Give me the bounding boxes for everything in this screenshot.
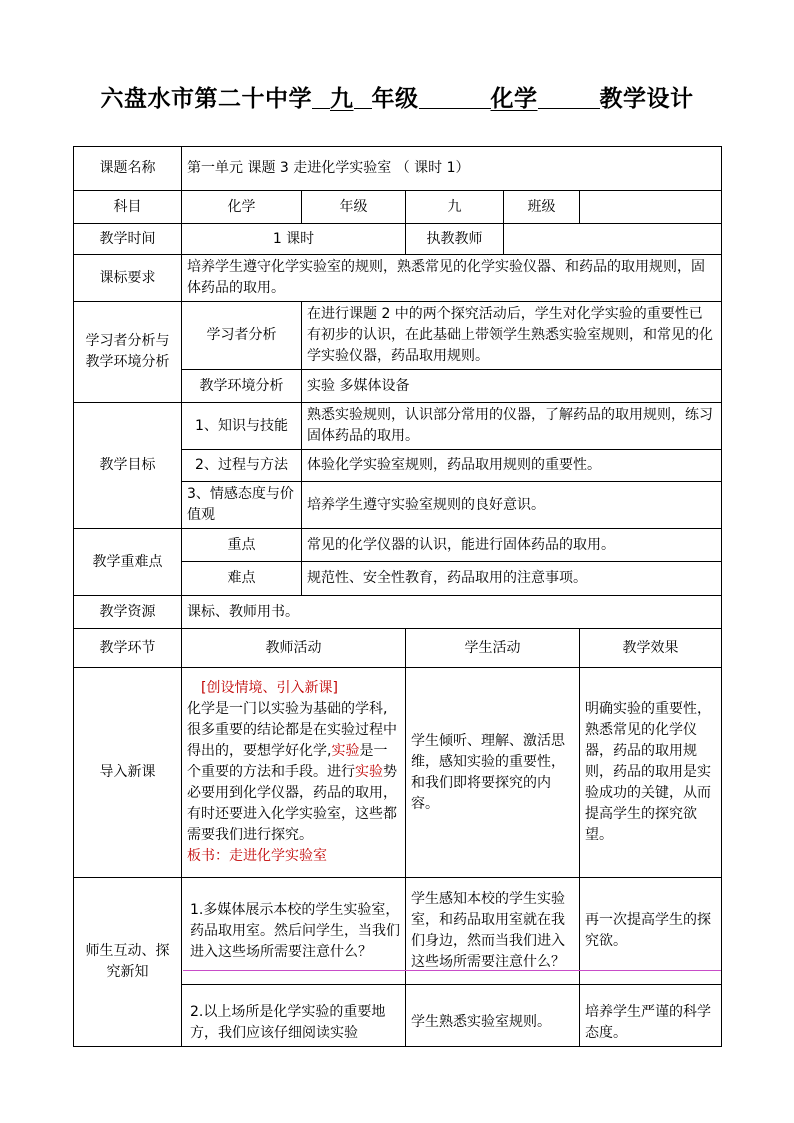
intro-teacher-head: [创设情境、引入新课] <box>201 680 338 696</box>
explore-stage: 师生互动、探究新知 <box>74 878 182 1047</box>
explore-teacher: 1.多媒体展示本校的学生实验室，药品取用室。然后问学生，当我们进入这些场所需要注意什么？ <box>182 878 406 985</box>
standard-row <box>74 255 722 302</box>
school-name: 六盘水市第二十中学 <box>100 86 312 112</box>
intro-teacher <box>182 668 406 878</box>
intro-teacher-highlight: 实验 <box>331 743 360 759</box>
goal-label: 3、情感态度与价值观 <box>182 482 302 529</box>
goals-label: 教学目标 <box>74 403 182 529</box>
teacher-value <box>504 224 722 255</box>
grade-value: 九 <box>406 191 504 224</box>
hard-label: 难点 <box>182 562 302 596</box>
intro-teacher-board: 板书：走进化学实验室 <box>187 848 327 864</box>
teacher-activity-header: 教师活动 <box>182 629 406 668</box>
intro-stage: 导入新课 <box>74 668 182 878</box>
teacher-label: 执教教师 <box>406 224 504 255</box>
resources-row <box>74 596 722 629</box>
blank-line <box>354 107 372 109</box>
blank-line <box>538 107 600 109</box>
goal-label: 1、知识与技能 <box>182 403 302 450</box>
grade-value: 九 <box>330 86 354 112</box>
env-value: 实验 多媒体设备 <box>302 370 722 403</box>
hard-value: 规范性、安全性教育，药品取用的注意事项。 <box>302 562 722 596</box>
standard-value: 培养学生遵守化学实验室的规则，熟悉常见的化学实验仪器、和药品的取用规则，固体药品的取用。 <box>182 255 722 302</box>
time-row <box>74 224 722 255</box>
pink-divider-line <box>183 970 721 971</box>
resources-label: 教学资源 <box>74 596 182 629</box>
learner-row <box>74 302 722 370</box>
subject-value: 化学 <box>490 86 538 112</box>
topic-row <box>74 147 722 191</box>
keypoints-label: 教学重难点 <box>74 529 182 596</box>
class-value <box>580 191 722 224</box>
subject-label: 科目 <box>74 191 182 224</box>
subject-row <box>74 191 722 224</box>
explore-teacher: 2.以上场所是化学实验的重要地方，我们应该仔细阅读实验 <box>182 985 406 1047</box>
blank-line <box>419 107 491 109</box>
goal-value: 熟悉实验规则，认识部分常用的仪器，了解药品的取用规则，练习固体药品的取用。 <box>302 403 722 450</box>
explore-student: 学生感知本校的学生实验室，和药品取用室就在我们身边，然而当我们进入这些场所需要注意什么？ <box>406 878 580 985</box>
goal-value: 培养学生遵守实验室规则的良好意识。 <box>302 482 722 529</box>
topic-label: 课题名称 <box>74 147 182 191</box>
intro-row <box>74 668 722 878</box>
resources-value: 课标、教师用书。 <box>182 596 722 629</box>
time-label: 教学时间 <box>74 224 182 255</box>
page-title <box>0 80 794 113</box>
stage-header: 教学环节 <box>74 629 182 668</box>
class-label: 班级 <box>504 191 580 224</box>
blank-line <box>312 107 330 109</box>
design-label: 教学设计 <box>599 86 694 112</box>
learner-label: 学习者分析 <box>182 302 302 370</box>
key-row <box>74 529 722 562</box>
lesson-plan-table <box>73 146 722 1047</box>
learner-value: 在进行课题 2 中的两个探究活动后，学生对化学实验的重要性已有初步的认识，在此基础上带领学生熟悉实验室规则，和常见的化学实验仪器，药品取用规则。 <box>302 302 722 370</box>
goal-label: 2、过程与方法 <box>182 450 302 482</box>
topic-value: 第一单元 课题 3 走进化学实验室 （ 课时 1） <box>182 147 722 191</box>
time-value: 1 课时 <box>182 224 406 255</box>
goal-value: 体验化学实验室规则，药品取用规则的重要性。 <box>302 450 722 482</box>
explore-effect: 再一次提高学生的探究欲。 <box>580 878 722 985</box>
intro-teacher-text: 是一个重要的方法和手段。进行 <box>187 743 388 780</box>
intro-student: 学生倾听、理解、激活思维，感知实验的重要性，和我们即将要探究的内容。 <box>406 668 580 878</box>
explore-row <box>74 878 722 985</box>
explore-effect: 培养学生严谨的科学态度。 <box>580 985 722 1047</box>
intro-teacher-highlight: 实验 <box>355 764 383 780</box>
explore-student: 学生熟悉实验室规则。 <box>406 985 580 1047</box>
effect-header: 教学效果 <box>580 629 722 668</box>
student-activity-header: 学生活动 <box>406 629 580 668</box>
goal-row <box>74 403 722 450</box>
subject-value: 化学 <box>182 191 302 224</box>
analysis-label: 学习者分析与教学环境分析 <box>74 302 182 403</box>
grade-suffix: 年级 <box>371 86 419 112</box>
intro-teacher-text: 势必要用到化学仪器，药品的取用，有时还要进入化学实验室，这些都需要我们进行探究。 <box>187 764 397 843</box>
key-label: 重点 <box>182 529 302 562</box>
standard-label: 课标要求 <box>74 255 182 302</box>
intro-teacher-text: 化学是一门以实验为基础的学科,很多重要的结论都是在实验过程中得出的，要想学好化学, <box>187 701 397 759</box>
process-header-row <box>74 629 722 668</box>
grade-label: 年级 <box>302 191 406 224</box>
env-label: 教学环境分析 <box>182 370 302 403</box>
intro-effect: 明确实验的重要性，熟悉常见的化学仪器，药品的取用规则，药品的取用是实验成功的关键，从而提高学生的探究欲望。 <box>580 668 722 878</box>
key-value: 常见的化学仪器的认识，能进行固体药品的取用。 <box>302 529 722 562</box>
